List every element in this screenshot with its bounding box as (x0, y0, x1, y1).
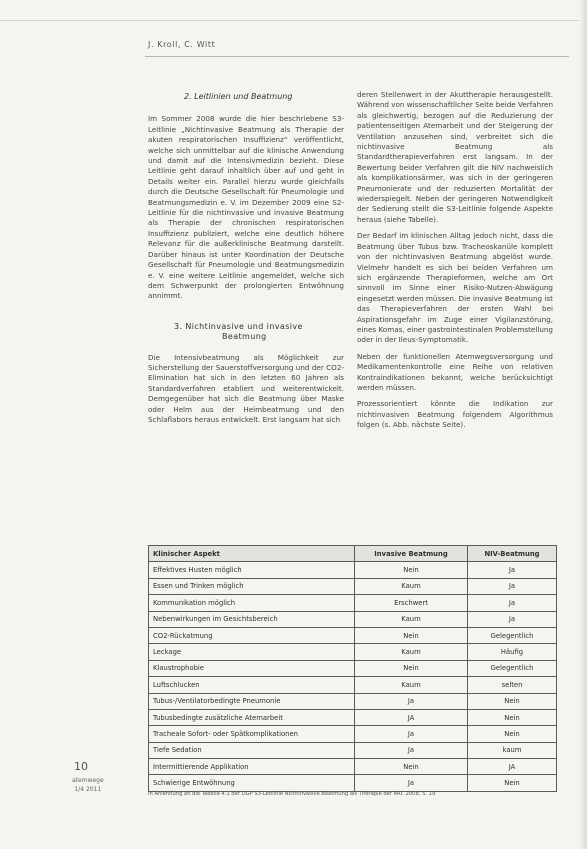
magazine-info (72, 776, 104, 794)
niv-cell: Ja (468, 595, 557, 611)
invasive-cell: Ja (355, 775, 468, 791)
table-row (149, 709, 557, 725)
section3-heading (174, 322, 344, 343)
section3-paragraph: Die Intensivbeatmung als Möglichkeit zur Sicherstellung der Sauerstoffversorgung und der CO2-Elimination hat sich in den letzten 60 Jahren als Standardverfahren etabliert und weiterentwickelt. Demgegenüber hat sich die Beatmung über Maske oder Helm aus der Heimbeatmung und den Schlaflabors heraus entwickelt. Erst langsam hat sich (148, 352, 344, 424)
niv-cell: Nein (468, 709, 557, 725)
invasive-cell: Ja (355, 726, 468, 742)
table-row (149, 627, 557, 643)
right-paragraph: Prozessorientiert könnte die Indikation zur nichtinvasiven Beatmung folgendem Algorithmus folgen (s. Abb. nächste Seite). (357, 399, 553, 430)
aspect-cell: Intermittierende Applikation (149, 759, 355, 775)
invasive-cell: Kaum (355, 644, 468, 660)
niv-cell: Nein (468, 726, 557, 742)
scan-top-rule (0, 20, 587, 21)
header-rule (145, 56, 569, 57)
section2-paragraph: Im Sommer 2008 wurde die hier beschriebene S3-Leitlinie „Nichtinvasive Beatmung als Therapie der akuten respiratorischen Insuffizienz“ veröffentlicht, welche sich unmittelbar auf die klinische Anwendung und damit auf die Intensivmedizin bezieht. Diese Leitlinie geht darauf inhaltlich über auf und geht in Details weiter ein. Parallel hierzu wurde gleichfalls durch die Deutsche Gesellschaft für Pneumologie und Beatmungsmedizin e. V. im Dezember 2009 eine S2-Leitlinie für die nichtinvasive und invasive Beatmung als Therapie der chronischen respiratorischen Insuffizienz publiziert, welche eine deutlich höhere Relevanz für die außerklinische Beatmung darstellt. Darüber hinaus ist unter Koordination der Deutsche Gesellschaft für Pneumologie und Beatmungsmedizin e. V. eine weitere Leitlinie angemeldet, welche sich dem Schwerpunkt der prolongierten Entwöhnung annimmt. (148, 114, 344, 301)
section3-heading-line1: 3. Nichtinvasive und invasive (174, 321, 303, 331)
section2-heading: 2. Leitlinien und Beatmung (184, 92, 293, 101)
invasive-cell: Nein (355, 562, 468, 578)
niv-cell: selten (468, 677, 557, 693)
table-row (149, 677, 557, 693)
niv-cell: kaum (468, 742, 557, 758)
magazine-name: atemwege (72, 777, 104, 784)
scan-edge-shadow (579, 0, 587, 849)
aspect-cell: Kommunikation möglich (149, 595, 355, 611)
table-row (149, 644, 557, 660)
table-row (149, 726, 557, 742)
right-paragraph: Neben der funktionellen Atemwegsversorgung und Medikamentenkontrolle eine Reihe von relativen Kontraindikationen bekannt, welche berücksichtigt werden müssen. (357, 351, 553, 392)
invasive-cell: Ja (355, 693, 468, 709)
magazine-issue: 1/4 2011 (74, 786, 102, 793)
aspect-cell: Luftschlucken (149, 677, 355, 693)
niv-cell: Ja (468, 578, 557, 594)
table-row (149, 611, 557, 627)
table-row (149, 693, 557, 709)
aspect-cell: Klaustrophobie (149, 660, 355, 676)
invasive-cell: Kaum (355, 677, 468, 693)
invasive-cell: Nein (355, 759, 468, 775)
table-row (149, 562, 557, 578)
invasive-cell: Kaum (355, 611, 468, 627)
niv-cell: JA (468, 759, 557, 775)
table-header-row (149, 546, 557, 562)
niv-cell: Ja (468, 562, 557, 578)
aspect-cell: CO2-Rückatmung (149, 627, 355, 643)
table-row (149, 775, 557, 791)
section3-heading-line2: Beatmung (222, 332, 267, 342)
table-row (149, 742, 557, 758)
invasive-cell: Kaum (355, 578, 468, 594)
comparison-table (148, 545, 557, 792)
invasive-cell: JA (355, 709, 468, 725)
table-footnote: In Anlehnung an die Tabelle 4.1 der DGP S3-Leitlinie Nichtinvasive Beatmung als Therapie der ARI. 2008, S. 19 (148, 791, 436, 797)
right-column (357, 90, 553, 437)
niv-cell: Gelegentlich (468, 627, 557, 643)
aspect-cell: Tubus-/Ventilatorbedingte Pneumonie (149, 693, 355, 709)
page-number: 10 (74, 760, 88, 773)
column-header-aspect: Klinischer Aspekt (149, 546, 355, 562)
aspect-cell: Effektives Husten möglich (149, 562, 355, 578)
running-head: J. Kroll, C. Witt (148, 40, 216, 49)
right-paragraph: deren Stellenwert in der Akuttherapie herausgestellt. Während von wissenschaftlicher Seite beide Verfahren als gleichwertig, bezogen auf die Reduzierung der patientenseitigen Atemarbeit und der Steigerung der Ventilation anzusehen sind, verbreitet sich die nichtinvasive Beatmung als Standardtherapieverfahren erst langsam. In der Bewertung beider Verfahren gilt die NIV nachweislich als komplikationsärmer, was sich in der geringeren Pneumonierate und der reduzierten Mortalität der wiederspiegelt. Neben der geringeren Notwendigkeit der Sedierung stellt die S3-Leitlinie folgende Aspekte heraus (siehe Tabelle). (357, 90, 553, 224)
aspect-cell: Schwierige Entwöhnung (149, 775, 355, 791)
column-header-invasive: Invasive Beatmung (355, 546, 468, 562)
column-header-niv: NIV-Beatmung (468, 546, 557, 562)
table-row (149, 578, 557, 594)
invasive-cell: Ja (355, 742, 468, 758)
aspect-cell: Leckage (149, 644, 355, 660)
niv-cell: Nein (468, 775, 557, 791)
aspect-cell: Tiefe Sedation (149, 742, 355, 758)
right-paragraph: Der Bedarf im klinischen Alltag jedoch nicht, dass die Beatmung über Tubus bzw. Tracheoskanüle komplett von der nichtinvasiven Beatmung abgelöst wurde. Vielmehr handelt es sich bei beiden Verfahren um sich ergänzende Therapieformen, welche am Ort sinnvoll im Sinne einer Risiko-Nutzen-Abwägung eingesetzt werden müssen. Die invasive Beatmung ist das Therapieverfahren der ersten Wahl bei Aspirationsgefahr im Zuge einer Vigilanzstörung, eines Komas, einer gastrointestinalen Problemstellung oder in der Ileus-Symptomatik. (357, 231, 553, 345)
aspect-cell: Essen und Trinken möglich (149, 578, 355, 594)
niv-cell: Nein (468, 693, 557, 709)
aspect-cell: Tubusbedingte zusätzliche Atemarbeit (149, 709, 355, 725)
left-column (148, 92, 344, 431)
niv-cell: Gelegentlich (468, 660, 557, 676)
aspect-cell: Tracheale Sofort- oder Spätkomplikationen (149, 726, 355, 742)
niv-cell: Ja (468, 611, 557, 627)
table-row (149, 759, 557, 775)
aspect-cell: Nebenwirkungen im Gesichtsbereich (149, 611, 355, 627)
niv-cell: Häufig (468, 644, 557, 660)
invasive-cell: Nein (355, 627, 468, 643)
table-row (149, 595, 557, 611)
invasive-cell: Nein (355, 660, 468, 676)
invasive-cell: Erschwert (355, 595, 468, 611)
table-row (149, 660, 557, 676)
